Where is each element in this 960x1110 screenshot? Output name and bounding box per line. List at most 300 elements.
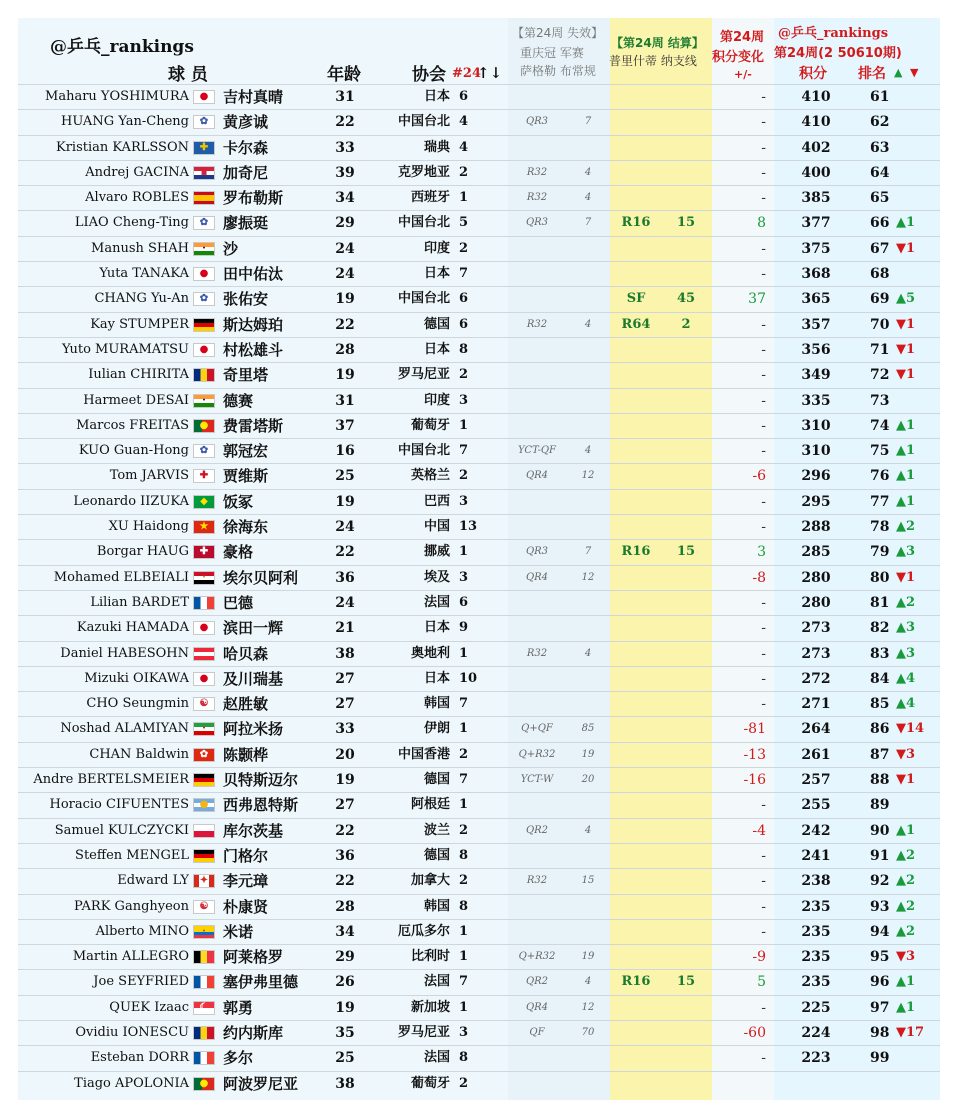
total-points: 273	[801, 620, 831, 637]
table-row	[18, 742, 940, 767]
player-name-cn: 赵胜敏	[223, 695, 269, 714]
country-flag-icon: ✿	[193, 748, 215, 762]
world-rank: 81	[870, 594, 890, 611]
points-change: -	[761, 873, 766, 890]
player-name-en: Kazuki HAMADA	[76, 620, 189, 636]
player-name-cn: 饭冢	[223, 492, 254, 511]
player-age: 22	[335, 316, 355, 333]
player-name-en: Samuel KULCZYCKI	[54, 822, 189, 838]
player-age: 31	[335, 89, 355, 105]
player-age: 26	[335, 974, 355, 991]
total-points: 295	[801, 493, 831, 510]
lost-event-points: 4	[584, 192, 592, 204]
ranking-sheet	[18, 18, 940, 1100]
total-points: 310	[801, 417, 831, 434]
table-row	[18, 236, 940, 261]
earned-event-points: 2	[681, 316, 691, 332]
association-rank: 6	[459, 316, 469, 332]
association-rank: 1	[459, 417, 469, 433]
rank-movement: ▲1	[896, 999, 916, 1015]
world-rank: 97	[870, 999, 890, 1016]
rank-column-header: 排名	[858, 66, 886, 82]
lost-event-result: QF	[529, 1026, 545, 1038]
points-change: -	[761, 797, 766, 814]
country-flag-icon: ✿	[193, 444, 215, 458]
player-age: 21	[335, 620, 355, 637]
lost-event-points: 7	[584, 546, 592, 558]
world-rank: 79	[870, 544, 890, 561]
player-age: 22	[335, 822, 355, 839]
points-change: 5	[757, 974, 766, 991]
player-age: 20	[335, 746, 355, 763]
association-name: 伊朗	[423, 721, 450, 737]
table-row	[18, 413, 940, 438]
total-points: 235	[801, 974, 831, 991]
lost-event-result: QR3	[525, 546, 549, 558]
country-flag-icon: ●	[193, 672, 215, 686]
earned-event-result: SF	[626, 291, 646, 307]
world-rank: 93	[870, 898, 890, 915]
rank-movement: ▲1	[896, 493, 916, 509]
lost-event-result: QR3	[525, 116, 549, 128]
player-name-cn: 徐海东	[223, 518, 269, 537]
player-name-cn: 郭冠宏	[223, 442, 269, 461]
association-rank: 1	[459, 999, 469, 1015]
association-name: 瑞典	[423, 139, 450, 155]
world-rank: 82	[870, 620, 890, 637]
rank-movement: ▼1	[896, 316, 916, 332]
total-points: 296	[801, 468, 831, 485]
points-change: -	[761, 367, 766, 384]
player-name-en: CHO Seungmin	[86, 696, 189, 712]
world-rank: 86	[870, 721, 890, 738]
world-rank: 62	[870, 114, 890, 131]
lost-event-result: QR4	[525, 470, 549, 482]
association-rank: 8	[459, 1050, 469, 1066]
country-flag-icon: ✦	[193, 874, 215, 888]
player-name-cn: 加奇尼	[223, 163, 269, 182]
world-rank: 94	[870, 923, 890, 940]
player-age: 25	[335, 1050, 355, 1067]
association-name: 日本	[423, 620, 450, 636]
country-flag-icon: ★	[193, 520, 215, 534]
player-name-en: Esteban DORR	[90, 1050, 189, 1066]
association-name: 中国台北	[397, 291, 450, 307]
total-points: 349	[801, 367, 831, 384]
change-title-week: 第24周	[720, 30, 765, 45]
country-flag-icon: ✿	[193, 292, 215, 306]
country-flag-icon	[193, 950, 215, 964]
association-rank: 1	[459, 923, 469, 939]
total-points: 255	[801, 797, 831, 814]
country-flag-icon	[193, 1051, 215, 1065]
rank-movement: ▼1	[896, 569, 916, 585]
player-name-en: Lilian BARDET	[90, 594, 189, 610]
watermark-right: @乒乓_rankings	[778, 26, 889, 41]
player-age: 19	[335, 493, 355, 510]
country-flag-icon: ·	[193, 925, 215, 939]
total-points: 410	[801, 89, 831, 105]
table-row	[18, 818, 940, 843]
player-age: 27	[335, 670, 355, 687]
player-age: 19	[335, 772, 355, 789]
points-change: -	[761, 519, 766, 536]
player-name-en: Iulian CHIRITA	[88, 367, 189, 383]
rank-movement: ▼3	[896, 949, 916, 965]
world-rank: 83	[870, 645, 890, 662]
points-change: -8	[752, 569, 766, 586]
player-age: 27	[335, 696, 355, 713]
association-rank: 1	[459, 645, 469, 661]
player-name-en: Alberto MINO	[95, 923, 189, 939]
association-name: 罗马尼亚	[397, 1024, 450, 1040]
association-rank: 2	[459, 822, 469, 838]
association-rank: 13	[459, 519, 478, 535]
table-row	[18, 894, 940, 919]
table-row	[18, 362, 940, 387]
earned-event-points: 15	[676, 544, 696, 560]
total-points: 288	[801, 519, 831, 536]
association-rank: 8	[459, 847, 469, 863]
player-name-en: Mizuki OIKAWA	[84, 670, 189, 686]
player-age: 27	[335, 797, 355, 814]
lost-points-event-1: 重庆冠 军赛	[520, 46, 584, 60]
player-age: 31	[335, 392, 355, 409]
sort-arrows-icon: ↑↓	[477, 64, 503, 82]
association-rank: 4	[459, 139, 469, 155]
player-name-en: Mohamed ELBEIALI	[53, 569, 189, 585]
world-rank: 84	[870, 670, 890, 687]
change-sign-label: +/-	[734, 68, 752, 81]
table-row	[18, 767, 940, 792]
lost-event-result: QR4	[525, 571, 549, 583]
player-name-en: Harmeet DESAI	[83, 392, 189, 408]
rank-movement: ▲1	[896, 468, 916, 484]
country-flag-icon: ●	[193, 798, 215, 812]
table-row	[18, 1045, 940, 1070]
association-rank: 7	[459, 696, 469, 712]
change-title: 积分变化	[712, 50, 765, 65]
country-flag-icon: ✚	[193, 469, 215, 483]
total-points: 273	[801, 645, 831, 662]
player-name-cn: 库尔茨基	[223, 821, 284, 840]
points-change: -	[761, 114, 766, 131]
lost-event-points: 4	[584, 976, 592, 988]
rank-movement: ▲4	[896, 696, 916, 712]
world-rank: 87	[870, 746, 890, 763]
player-column-header: 球 员	[168, 65, 208, 85]
player-name-cn: 奇里塔	[223, 366, 269, 385]
world-rank: 80	[870, 569, 890, 586]
table-row	[18, 716, 940, 741]
table-row	[18, 868, 940, 893]
rank-movement: ▲4	[896, 670, 916, 686]
association-name: 阿根廷	[410, 797, 450, 813]
lost-event-points: 4	[584, 166, 592, 178]
country-flag-icon: ●	[193, 621, 215, 635]
player-name-en: Kristian KARLSSON	[55, 139, 189, 155]
association-name: 新加坡	[410, 999, 450, 1015]
player-name-cn: 卡尔森	[223, 138, 269, 157]
country-flag-icon: ✿	[193, 115, 215, 129]
player-name-cn: 村松雄斗	[223, 340, 284, 359]
rank-movement: ▲1	[896, 443, 916, 459]
lost-event-points: 7	[584, 116, 592, 128]
table-row	[18, 1020, 940, 1045]
world-rank: 95	[870, 949, 890, 966]
points-change: -	[761, 89, 766, 105]
lost-points-event-2: 萨格勒 布常规	[520, 64, 596, 78]
player-age: 28	[335, 898, 355, 915]
player-name-cn: 门格尔	[223, 846, 269, 865]
table-row	[18, 489, 940, 514]
association-name: 巴西	[423, 493, 450, 509]
association-rank: 2	[459, 1075, 469, 1091]
points-change: -	[761, 847, 766, 864]
player-age: 39	[335, 164, 355, 181]
player-age: 38	[335, 1075, 355, 1092]
world-rank: 66	[870, 215, 890, 232]
total-points: 264	[801, 721, 831, 738]
country-flag-icon	[193, 596, 215, 610]
association-name: 波兰	[423, 822, 450, 838]
table-row	[18, 337, 940, 362]
points-change: -	[761, 164, 766, 181]
lost-event-result: Q+R32	[518, 748, 556, 760]
world-rank: 98	[870, 1024, 890, 1041]
table-row	[18, 463, 940, 488]
association-name: 法国	[423, 974, 450, 990]
earned-event-result: R16	[621, 215, 651, 231]
earned-event-result: R16	[621, 974, 651, 990]
association-name: 中国香港	[397, 746, 450, 762]
player-name-cn: 吉村真晴	[223, 88, 284, 106]
lost-event-points: 12	[581, 571, 595, 583]
association-name: 印度	[423, 392, 450, 408]
association-name: 中国台北	[397, 114, 450, 130]
country-flag-icon: ☯	[193, 900, 215, 914]
rank-movement: ▲3	[896, 620, 916, 636]
association-name: 德国	[423, 772, 450, 788]
table-row	[18, 919, 940, 944]
association-name: 挪威	[423, 544, 450, 560]
player-name-en: Tiago APOLONIA	[74, 1075, 189, 1091]
lost-event-points: 70	[581, 1026, 595, 1038]
table-row	[18, 438, 940, 463]
rank-movement: ▲5	[896, 291, 916, 307]
world-rank: 74	[870, 417, 890, 434]
player-age: 24	[335, 266, 355, 283]
player-age: 29	[335, 215, 355, 232]
association-rank: 7	[459, 772, 469, 788]
world-rank: 64	[870, 164, 890, 181]
country-flag-icon	[193, 975, 215, 989]
association-name: 克罗地亚	[397, 164, 450, 180]
points-change: 3	[757, 544, 766, 561]
country-flag-icon	[193, 318, 215, 332]
total-points: 241	[801, 847, 831, 864]
player-name-cn: 塞伊弗里德	[223, 973, 299, 992]
association-rank: 6	[459, 89, 469, 104]
association-name: 厄瓜多尔	[397, 923, 450, 939]
association-rank: 3	[459, 1024, 469, 1040]
table-row	[18, 135, 940, 160]
rank-movement: ▲2	[896, 923, 916, 939]
association-rank: 2	[459, 240, 469, 256]
total-points: 242	[801, 822, 831, 839]
world-rank: 69	[870, 291, 890, 308]
player-name-en: Kay STUMPER	[90, 316, 189, 332]
total-points: 223	[801, 1050, 831, 1067]
player-name-cn: 多尔	[223, 1049, 254, 1068]
country-flag-icon: ●	[193, 419, 215, 433]
player-name-en: Andre BERTELSMEIER	[33, 772, 189, 788]
player-name-cn: 黄彦诚	[223, 113, 269, 132]
lost-event-points: 4	[584, 824, 592, 836]
association-rank: 8	[459, 341, 469, 357]
country-flag-icon: ☯	[193, 697, 215, 711]
lost-event-result: R32	[526, 647, 548, 659]
total-points: 235	[801, 923, 831, 940]
table-row	[18, 160, 940, 185]
player-name-en: Noshad ALAMIYAN	[60, 721, 189, 737]
points-change: -	[761, 696, 766, 713]
association-name: 中国台北	[397, 443, 450, 459]
total-points: 357	[801, 316, 831, 333]
total-points: 225	[801, 999, 831, 1016]
total-points: 356	[801, 341, 831, 358]
association-name: 韩国	[423, 898, 450, 914]
total-points: 402	[801, 139, 831, 156]
association-name: 法国	[423, 1050, 450, 1066]
player-age: 16	[335, 443, 355, 460]
world-rank: 91	[870, 847, 890, 864]
points-change: -	[761, 645, 766, 662]
association-name: 比利时	[410, 949, 450, 965]
association-rank-header: #24	[452, 66, 481, 81]
points-change: -4	[752, 822, 766, 839]
player-age: 36	[335, 847, 355, 864]
world-rank: 73	[870, 392, 890, 409]
player-age: 19	[335, 367, 355, 384]
rank-down-icon: ▼	[910, 66, 919, 79]
points-change: -	[761, 594, 766, 611]
earned-event-result: R16	[621, 544, 651, 560]
country-flag-icon: ☾	[193, 1001, 215, 1015]
table-row	[18, 185, 940, 210]
association-name: 加拿大	[410, 873, 450, 889]
world-rank: 67	[870, 240, 890, 257]
table-row	[18, 261, 940, 286]
world-rank: 61	[870, 89, 890, 105]
player-age: 33	[335, 139, 355, 156]
table-row	[18, 590, 940, 615]
player-age: 22	[335, 114, 355, 131]
player-name-cn: 巴德	[223, 593, 254, 612]
rank-movement: ▼1	[896, 367, 916, 383]
association-rank: 4	[459, 114, 469, 130]
association-rank: 1	[459, 797, 469, 813]
player-name-en: KUO Guan-Hong	[78, 443, 189, 459]
world-rank: 70	[870, 316, 890, 333]
lost-event-result: R32	[526, 192, 548, 204]
country-flag-icon	[193, 773, 215, 787]
points-change: 8	[757, 215, 766, 232]
rank-movement: ▲3	[896, 645, 916, 661]
table-row	[18, 565, 940, 590]
country-flag-icon: ✚	[193, 141, 215, 155]
points-column-header: 积分	[799, 66, 827, 82]
total-points: 280	[801, 594, 831, 611]
table-row	[18, 286, 940, 311]
association-name: 印度	[423, 240, 450, 256]
player-name-en: XU Haidong	[108, 519, 189, 535]
country-flag-icon	[193, 849, 215, 863]
association-rank: 7	[459, 974, 469, 990]
association-name: 英格兰	[410, 468, 450, 484]
earned-event-result: R64	[621, 316, 651, 332]
association-rank: 9	[459, 620, 469, 636]
player-name-cn: 及川瑞基	[223, 669, 284, 688]
points-change: -	[761, 999, 766, 1016]
total-points: 400	[801, 164, 831, 181]
association-rank: 2	[459, 164, 469, 180]
player-name-en: Edward LY	[117, 873, 189, 889]
ranking-period: 第24周(2 50610期)	[774, 46, 902, 61]
association-name: 日本	[423, 266, 450, 282]
rank-movement: ▲2	[896, 519, 916, 535]
total-points: 365	[801, 291, 831, 308]
player-age: 37	[335, 417, 355, 434]
player-name-en: PARK Ganghyeon	[73, 898, 189, 914]
player-name-en: HUANG Yan-Cheng	[61, 114, 189, 130]
table-row	[18, 691, 940, 716]
association-rank: 2	[459, 468, 469, 484]
association-rank: 8	[459, 898, 469, 914]
player-name-cn: 贝特斯迈尔	[223, 771, 299, 790]
player-name-cn: 廖振珽	[223, 214, 269, 233]
player-age: 25	[335, 468, 355, 485]
world-rank: 63	[870, 139, 890, 156]
points-change: -	[761, 316, 766, 333]
world-rank: 71	[870, 341, 890, 358]
player-name-cn: 罗布勒斯	[223, 189, 284, 208]
lost-event-result: QR2	[525, 824, 549, 836]
player-name-cn: 费雷塔斯	[223, 416, 284, 435]
association-rank: 5	[459, 215, 469, 231]
player-name-en: Marcos FREITAS	[76, 417, 189, 433]
association-name: 德国	[423, 316, 450, 332]
total-points: 375	[801, 240, 831, 257]
association-rank: 1	[459, 544, 469, 560]
total-points: 385	[801, 190, 831, 207]
table-row	[18, 792, 940, 817]
points-change: -60	[743, 1024, 766, 1041]
country-flag-icon	[193, 647, 215, 661]
lost-event-points: 4	[584, 445, 592, 457]
points-change: -	[761, 923, 766, 940]
points-change: -	[761, 1050, 766, 1067]
player-name-cn: 沙	[223, 239, 239, 258]
player-name-cn: 滨田一辉	[223, 619, 284, 638]
total-points: 235	[801, 949, 831, 966]
association-name: 罗马尼亚	[397, 367, 450, 383]
player-age: 24	[335, 240, 355, 257]
total-points: 257	[801, 772, 831, 789]
points-change: -	[761, 190, 766, 207]
points-change: -	[761, 341, 766, 358]
association-name: 西班牙	[410, 190, 450, 206]
